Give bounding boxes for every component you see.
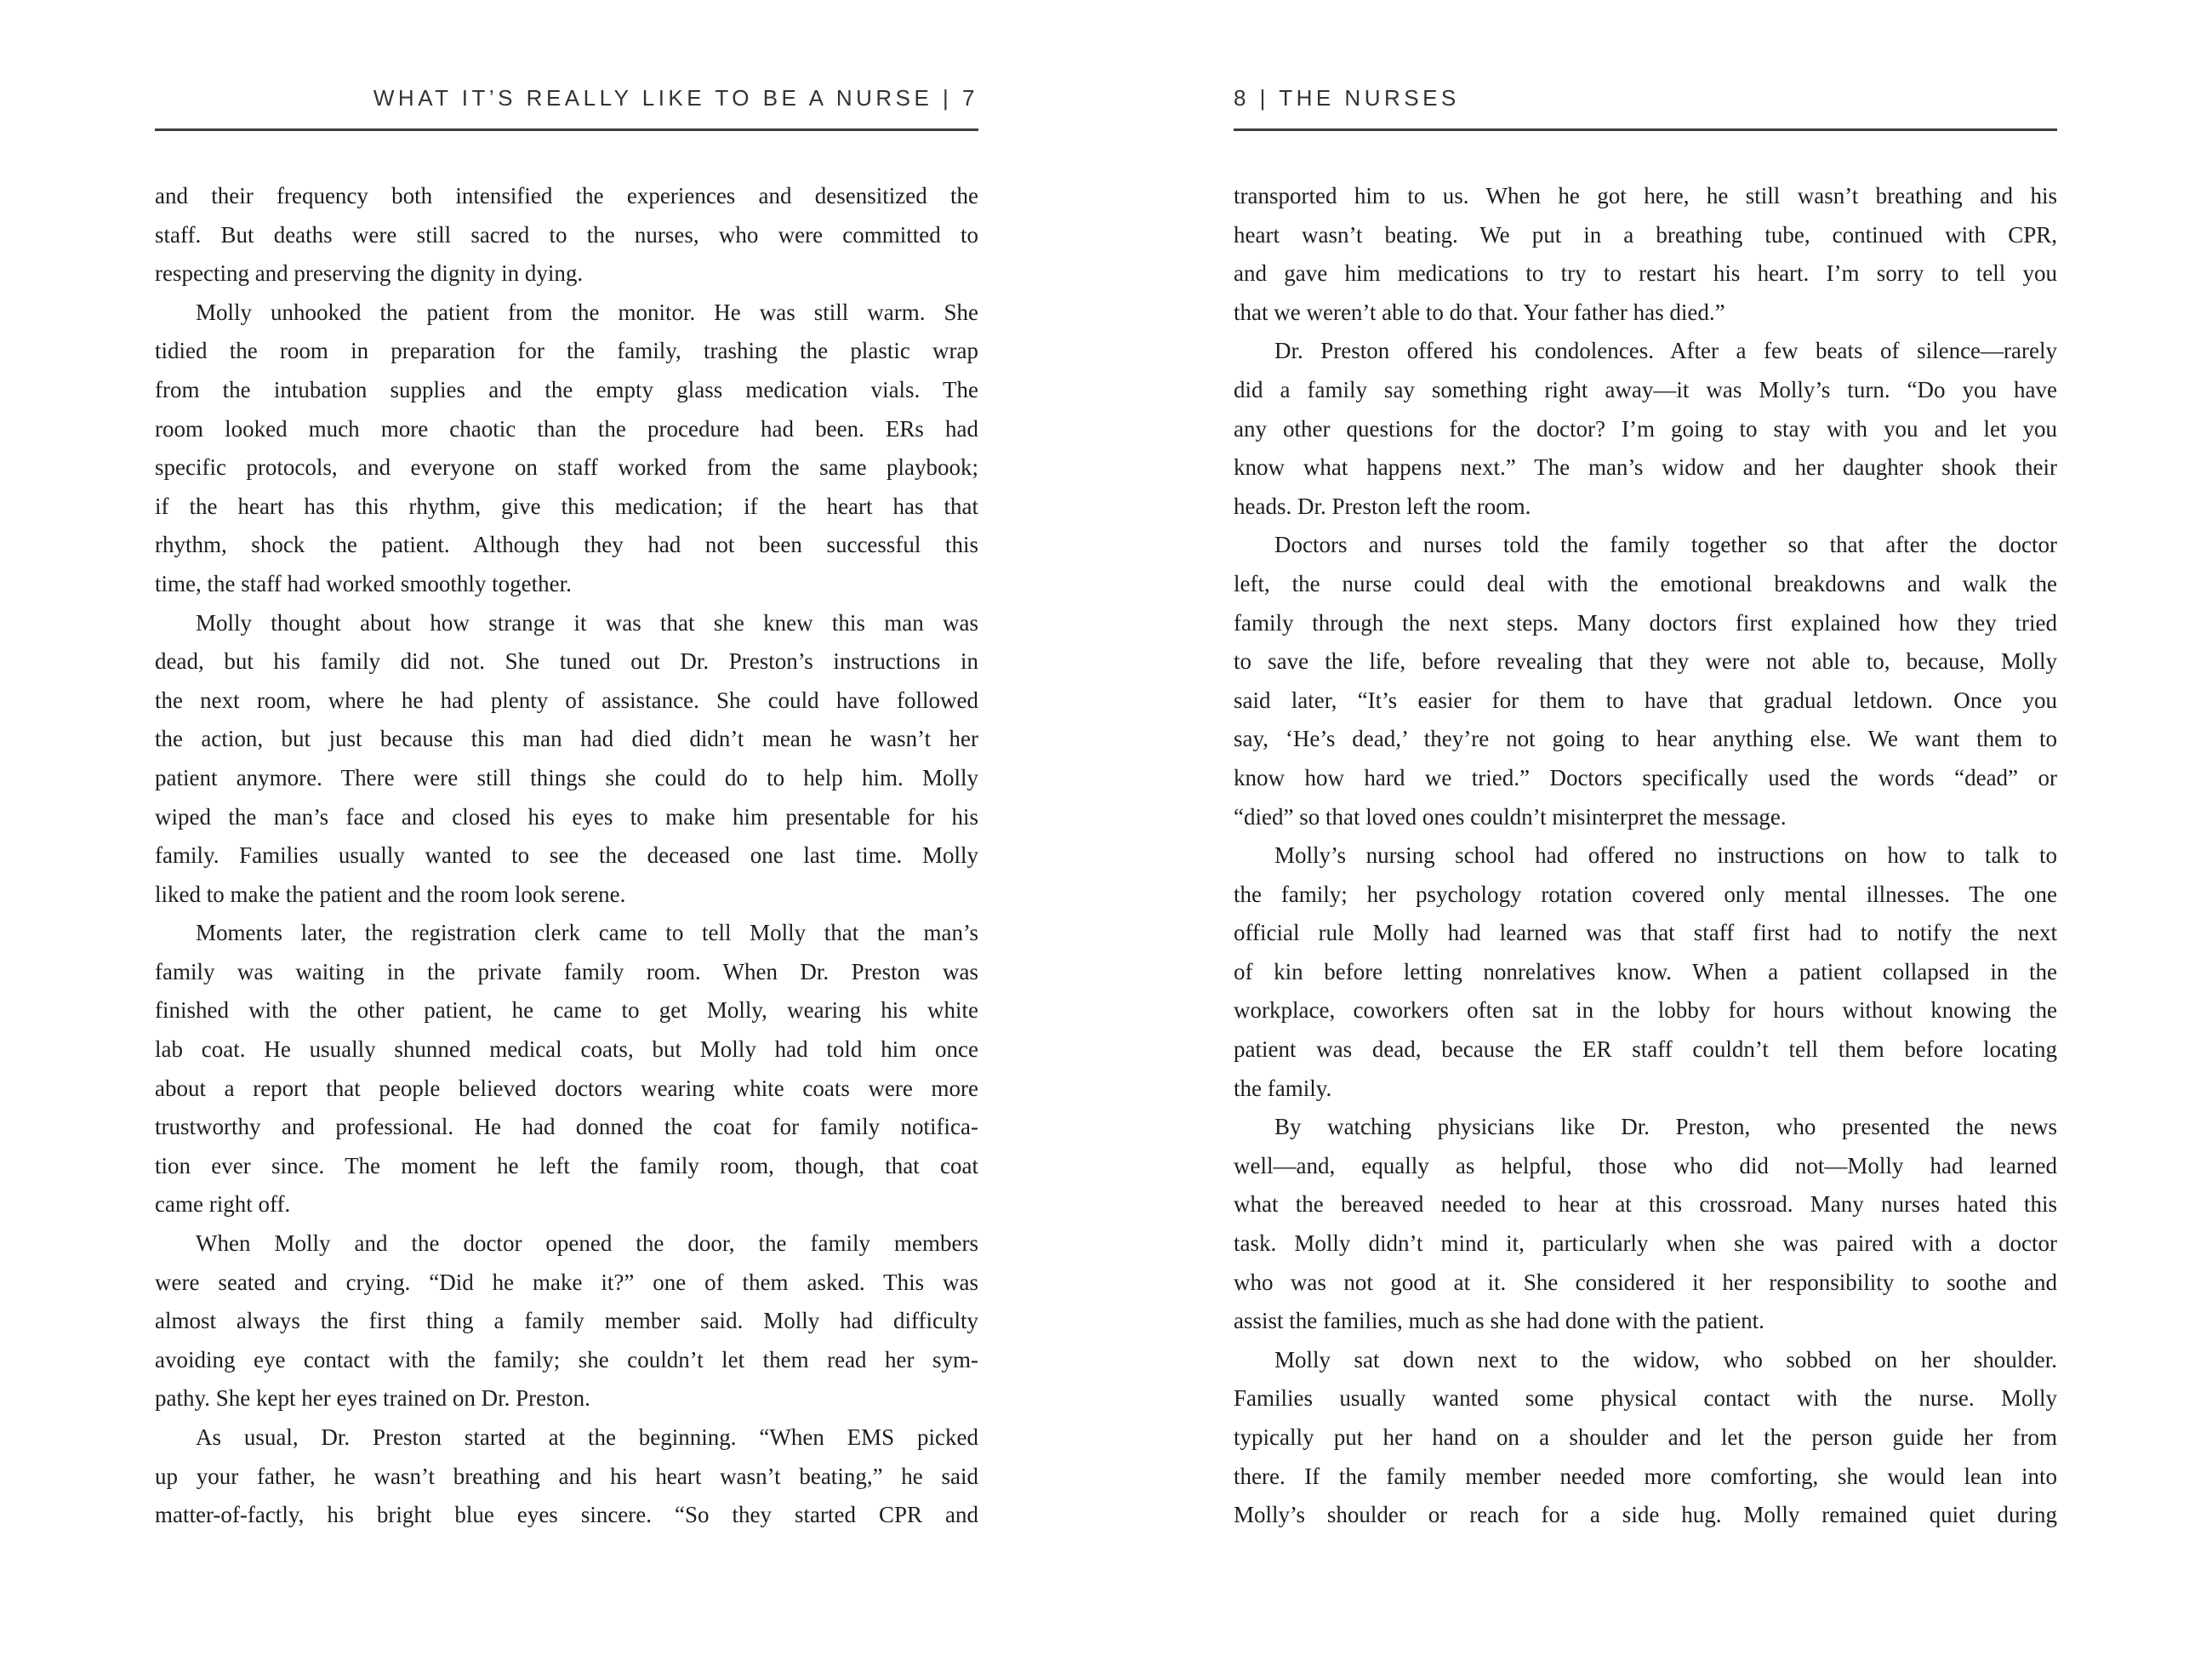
page-body-right xyxy=(1234,177,2057,1535)
text-line: patient anymore. There were still things she could do to help him. Molly xyxy=(155,764,978,790)
text-line: typically put her hand on a shoulder and let the person guide her from xyxy=(1234,1424,2057,1450)
page-right xyxy=(1234,0,2057,1672)
text-line: liked to make the patient and the room look serene. xyxy=(155,881,626,907)
text-line: up your father, he wasn’t breathing and his heart wasn’t beating,” he said xyxy=(155,1463,978,1489)
paragraph xyxy=(155,1418,978,1535)
text-line: and gave him medications to try to restart his heart. I’m sorry to tell you xyxy=(1234,260,2057,287)
running-header-left: WHAT IT’S REALLY LIKE TO BE A NURSE | 7 xyxy=(373,85,978,111)
text-line: family through the next steps. Many doctors first explained how they tried xyxy=(1234,609,2057,636)
text-line: Families usually wanted some physical contact with the nurse. Molly xyxy=(1234,1385,2057,1412)
text-line: rhythm, shock the patient. Although they had not been successful this xyxy=(155,532,978,558)
text-line: were seated and crying. “Did he make it?” one of them asked. This was xyxy=(155,1269,978,1295)
header-rule-left xyxy=(155,128,978,131)
text-line: said later, “It’s easier for them to have that gradual letdown. Once you xyxy=(1234,687,2057,713)
text-line: Molly sat down next to the widow, who sobbed on her shoulder. xyxy=(1274,1346,2057,1372)
text-line: the action, but just because this man had died didn’t mean he wasn’t her xyxy=(155,726,978,752)
paragraph xyxy=(1234,526,2057,836)
text-line: of kin before letting nonrelatives know. When a patient collapsed in the xyxy=(1234,958,2057,984)
text-line: When Molly and the doctor opened the door, the family members xyxy=(196,1230,978,1257)
text-line: By watching physicians like Dr. Preston, who presented the news xyxy=(1274,1114,2057,1140)
text-line: that we weren’t able to do that. Your father has died.” xyxy=(1234,299,1725,325)
text-line: official rule Molly had learned was that staff first had to notify the next xyxy=(1234,920,2057,946)
text-line: avoiding eye contact with the family; she couldn’t let them read her sym- xyxy=(155,1346,978,1372)
text-line: heart wasn’t beating. We put in a breathing tube, continued with CPR, xyxy=(1234,221,2057,248)
text-line: Molly unhooked the patient from the monitor. He was still warm. She xyxy=(196,299,978,325)
text-line: finished with the other patient, he came to get Molly, wearing his white xyxy=(155,997,978,1024)
page-left xyxy=(155,0,978,1672)
text-line: staff. But deaths were still sacred to the nurses, who were committed to xyxy=(155,221,978,248)
text-line: time, the staff had worked smoothly together. xyxy=(155,570,572,596)
page-body-left xyxy=(155,177,978,1535)
text-line: know what happens next.” The man’s widow and her daughter shook their xyxy=(1234,454,2057,481)
text-line: matter-of-factly, his bright blue eyes sincere. “So they started CPR and xyxy=(155,1502,978,1528)
text-line: Molly’s nursing school had offered no instructions on how to talk to xyxy=(1274,842,2057,869)
paragraph xyxy=(155,177,978,294)
paragraph xyxy=(1234,1341,2057,1535)
paragraph xyxy=(155,604,978,915)
text-line: there. If the family member needed more comforting, she would lean into xyxy=(1234,1463,2057,1489)
text-line: the family; her psychology rotation covered only mental illnesses. The one xyxy=(1234,881,2057,907)
text-line: trustworthy and professional. He had donned the coat for family notifica- xyxy=(155,1114,978,1140)
text-line: say, ‘He’s dead,’ they’re not going to hear anything else. We want them to xyxy=(1234,726,2057,752)
text-line: “died” so that loved ones couldn’t misinterpret the message. xyxy=(1234,803,1787,830)
text-line: Molly thought about how strange it was that she knew this man was xyxy=(196,609,978,636)
header-rule-right xyxy=(1234,128,2057,131)
text-line: Doctors and nurses told the family together so that after the doctor xyxy=(1274,532,2057,558)
text-line: Dr. Preston offered his condolences. After a few beats of silence—rarely xyxy=(1274,338,2057,364)
text-line: heads. Dr. Preston left the room. xyxy=(1234,493,1531,519)
text-line: workplace, coworkers often sat in the lobby for hours without knowing the xyxy=(1234,997,2057,1024)
text-line: assist the families, much as she had done with the patient. xyxy=(1234,1308,1764,1334)
text-line: the next room, where he had plenty of assistance. She could have followed xyxy=(155,687,978,713)
text-line: about a report that people believed doctors wearing white coats were more xyxy=(155,1075,978,1101)
text-line: if the heart has this rhythm, give this medication; if the heart has that xyxy=(155,493,978,519)
text-line: any other questions for the doctor? I’m going to stay with you and let you xyxy=(1234,415,2057,442)
text-line: Molly’s shoulder or reach for a side hug. Molly remained quiet during xyxy=(1234,1502,2057,1528)
text-line: to save the life, before revealing that they were not able to, because, Molly xyxy=(1234,648,2057,675)
text-line: respecting and preserving the dignity in dying. xyxy=(155,260,584,287)
text-line: specific protocols, and everyone on staff worked from the same playbook; xyxy=(155,454,978,481)
paragraph xyxy=(1234,836,2057,1108)
paragraph xyxy=(1234,332,2057,526)
text-line: pathy. She kept her eyes trained on Dr. Preston. xyxy=(155,1385,590,1412)
text-line: know how hard we tried.” Doctors specifically used the words “dead” or xyxy=(1234,764,2057,790)
text-line: As usual, Dr. Preston started at the beginning. “When EMS picked xyxy=(196,1424,978,1450)
text-line: almost always the first thing a family member said. Molly had difficulty xyxy=(155,1308,978,1334)
paragraph xyxy=(1234,1108,2057,1341)
text-line: from the intubation supplies and the empty glass medication vials. The xyxy=(155,376,978,402)
paragraph xyxy=(155,914,978,1224)
text-line: wiped the man’s face and closed his eyes to make him presentable for his xyxy=(155,803,978,830)
text-line: did a family say something right away—it was Molly’s turn. “Do you have xyxy=(1234,376,2057,402)
text-line: task. Molly didn’t mind it, particularly when she was paired with a doctor xyxy=(1234,1230,2057,1257)
text-line: room looked much more chaotic than the procedure had been. ERs had xyxy=(155,415,978,442)
text-line: tion ever since. The moment he left the family room, though, that coat xyxy=(155,1152,978,1178)
text-line: family. Families usually wanted to see the deceased one last time. Molly xyxy=(155,842,978,869)
text-line: lab coat. He usually shunned medical coats, but Molly had told him once xyxy=(155,1036,978,1063)
text-line: the family. xyxy=(1234,1075,1332,1101)
text-line: family was waiting in the private family room. When Dr. Preston was xyxy=(155,958,978,984)
text-line: Moments later, the registration clerk came to tell Molly that the man’s xyxy=(196,920,978,946)
text-line: dead, but his family did not. She tuned out Dr. Preston’s instructions in xyxy=(155,648,978,675)
paragraph xyxy=(1234,177,2057,332)
running-header-right: 8 | THE NURSES xyxy=(1234,85,1460,111)
paragraph xyxy=(155,294,978,604)
text-line: well—and, equally as helpful, those who did not—Molly had learned xyxy=(1234,1152,2057,1178)
text-line: who was not good at it. She considered it her responsibility to soothe and xyxy=(1234,1269,2057,1295)
text-line: left, the nurse could deal with the emotional breakdowns and walk the xyxy=(1234,570,2057,596)
text-line: tidied the room in preparation for the family, trashing the plastic wrap xyxy=(155,338,978,364)
text-line: came right off. xyxy=(155,1191,291,1218)
text-line: transported him to us. When he got here, he still wasn’t breathing and his xyxy=(1234,183,2057,208)
text-line: what the bereaved needed to hear at this crossroad. Many nurses hated this xyxy=(1234,1191,2057,1218)
paragraph xyxy=(155,1224,978,1418)
text-line: and their frequency both intensified the experiences and desensitized the xyxy=(155,183,978,208)
text-line: patient was dead, because the ER staff couldn’t tell them before locating xyxy=(1234,1036,2057,1063)
